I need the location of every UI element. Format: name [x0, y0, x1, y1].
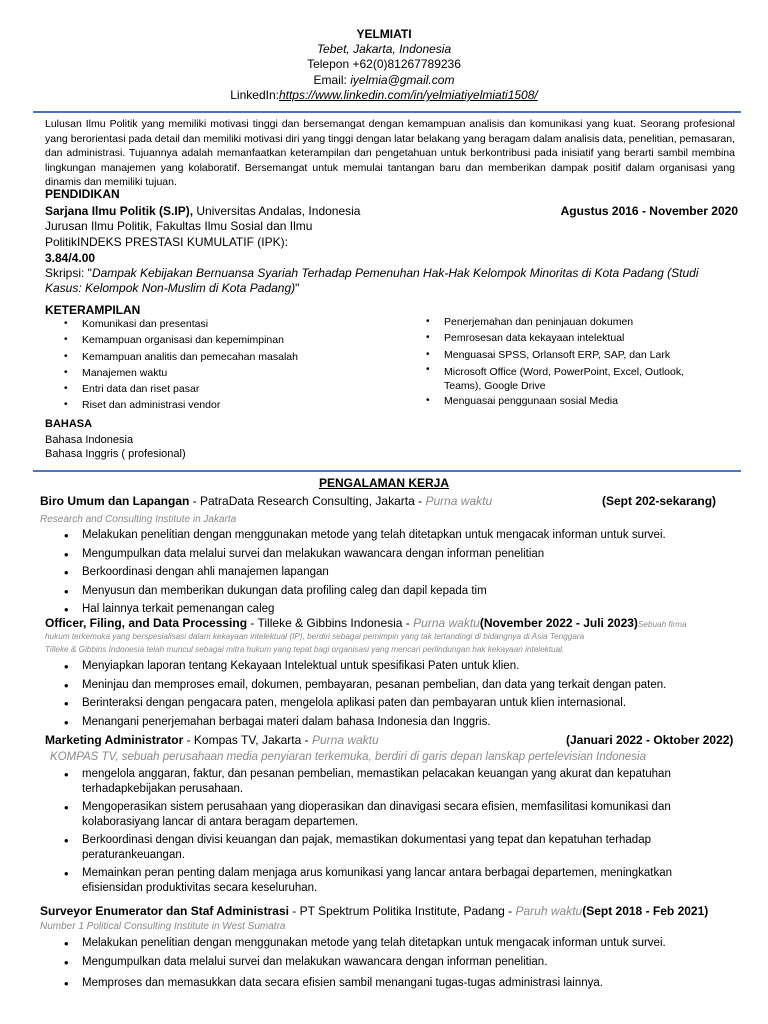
linkedin-link[interactable]: https://www.linkedin.com/in/yelmiatiyelmiati1508/ [278, 88, 538, 102]
gpa-value: 3.84/4.00 [45, 251, 96, 265]
thesis-title-2: Kasus: Kelompok Non-Muslim di Kota Padang) [45, 281, 296, 295]
languages-heading: BAHASA [45, 418, 93, 430]
list-item: • Melakukan penelitian dengan menggunakan metode yang telah ditetapkan untuk mengacak informan untuk survei. [56, 528, 736, 543]
list-item: • Menangani penerjemahan berbagai materi dalam bahasa Indonesia dan Inggris. [56, 715, 736, 730]
skills-heading: KETERAMPILAN [45, 303, 141, 317]
job-1-header [40, 494, 492, 508]
job-description: Number 1 Political Consulting Institute in West Sumatra [40, 921, 286, 932]
phone: Telepon +62(0)81267789236 [307, 57, 461, 71]
language-item: Bahasa Indonesia [45, 434, 134, 446]
job-dates: (Sept 2018 - Feb 2021) [582, 904, 709, 918]
thesis-line-2 [45, 281, 299, 295]
university: Universitas Andalas, Indonesia [193, 204, 361, 218]
list-item: • Menguasai penggunaan sosial Media [418, 393, 748, 409]
list-item: • Mengoperasikan sistem perusahaan yang dioperasikan dan dinavigasi secara efisien, memfasilitasi komunikasi dan kolaborasiyang lancar di antara beragam departemen. [56, 800, 676, 830]
email-label: Email: [313, 73, 347, 87]
list-item: • Berinteraksi dengan pengacara paten, mengelola aplikasi paten dan pembayaran untuk klien internasional. [56, 696, 736, 711]
list-item: • Entri data dan riset pasar [56, 381, 298, 397]
job-2-header [45, 616, 687, 630]
job-1-bullets [56, 528, 736, 617]
list-item: • Hal lainnya terkait pemenangan caleg [56, 602, 736, 617]
skill-office-1: Microsoft Office (Word, PowerPoint, Excel, Outlook, [444, 365, 685, 378]
job-company: - PatraData Research Consulting, Jakarta - [189, 494, 426, 508]
job-description: Research and Consulting Institute in Jakarta [40, 514, 237, 525]
job-type: Paruh waktu [515, 904, 583, 918]
education-degree-line [45, 204, 360, 218]
list-item: • Melakukan penelitian dengan menggunakan metode yang telah ditetapkan untuk mengacak informan untuk survei. [56, 936, 736, 951]
education-dates: Agustus 2016 - November 2020 [560, 204, 738, 218]
gpa-label: PolitikINDEKS PRESTASI KUMULATIF (IPK): [45, 235, 288, 249]
list-item: • Menyusun dan memberikan dukungan data profiling caleg dan dapil kepada tim [56, 584, 736, 599]
job-type: Purna waktu [425, 494, 493, 508]
summary-paragraph: Lulusan Ilmu Politik yang memiliki motivasi tinggi dan bersemangat dengan kemampuan analisis dan komunikasi yang kuat. Seorang profesional yang berorientasi pada detail dan memiliki motivasi diri yang tinggi dengan latar belakang yang beragam dalam analisis data, penelitian, pemasaran, dan administrasi. Tujuannya adalah memanfaatkan keterampilan dan pengetahuan untuk berkontribusi pada inisiatif yang berarti sambil membina lingkungan manajemen yang kolaboratif. Bersemangat untuk memulai tantangan baru dan memberikan dampak positif dalam organisasi yang dinamis dan memiliki tujuan. [45, 118, 735, 189]
job-dates: (Sept 202-sekarang) [602, 494, 717, 508]
job-dates: (Januari 2022 - Oktober 2022) [566, 733, 734, 747]
list-item: • Manajemen waktu [56, 365, 298, 381]
linkedin-line [0, 88, 768, 102]
location: Tebet, Jakarta, Indonesia [316, 42, 452, 56]
job-description-line-2: hukum terkemuka yang berspesialisasi dalam kekayaan intelektual (IP), berdiri sebagai pemimpin yang tak tertandingi di bidangnya di Asia Tenggara [45, 632, 585, 641]
job-title: Officer, Filing, and Data Processing [45, 616, 248, 630]
list-item [418, 363, 748, 393]
list-item: • Meninjau dan memproses email, dokumen, pembayaran, pesanan pembelian, dan data yang terkait dengan paten. [56, 678, 736, 693]
list-item: • Kemampuan analitis dan pemecahan masalah [56, 349, 298, 365]
list-item: • Memainkan peran penting dalam menjaga arus komunikasi yang lancar antara berbagai departemen, meningkatkan efisiensidan produktivitas secara keseluruhan. [56, 866, 676, 896]
list-item: • Komunikasi dan presentasi [56, 316, 298, 332]
list-item: • Pemrosesan data kekayaan intelektual [418, 330, 748, 346]
degree: Sarjana Ilmu Politik (S.IP), [45, 204, 194, 218]
thesis-close: " [295, 281, 300, 295]
job-type: Purna waktu [311, 733, 379, 747]
list-item: • Menguasai SPSS, Orlansoft ERP, SAP, dan Lark [418, 347, 748, 363]
list-item: • mengelola anggaran, faktur, dan pesanan pembelian, memastikan pelacakan keuangan yang akurat dan kepatuhan terhadapkebijakan perusahaan. [56, 767, 676, 797]
list-item: • Kemampuan organisasi dan kepemimpinan [56, 332, 298, 348]
job-description-line-3: Tilleke & Gibbins Indonesia telah muncul sebagai mitra hukum yang tepat bagi organisasi yang mencari perlindungan hak kekayaan intelektual. [45, 645, 565, 654]
job-company: - Tilleke & Gibbins Indonesia - [247, 616, 414, 630]
thesis-label: Skripsi: " [45, 266, 92, 280]
thesis-line-1 [45, 266, 699, 280]
skills-list-right [418, 314, 748, 409]
candidate-name: YELMIATI [356, 27, 412, 41]
job-3-bullets [56, 767, 676, 896]
language-item: Bahasa Inggris ( profesional) [45, 448, 186, 460]
thesis-title-1: Dampak Kebijakan Bernuansa Syariah Terhadap Pemenuhan Hak-Hak Kelompok Minoritas di Kota Padang (Studi [91, 266, 699, 280]
job-title: Biro Umum dan Lapangan [40, 494, 190, 508]
job-4-bullets [56, 936, 736, 991]
job-description: KOMPAS TV, sebuah perusahaan media penyiaran terkemuka, berdiri di garis depan lanskap pertelevisian Indonesia [50, 751, 647, 763]
job-dates: (November 2022 - Juli 2023) [479, 616, 638, 630]
job-2-bullets [56, 659, 736, 730]
skills-list-left [56, 316, 298, 414]
job-4-header [40, 904, 708, 918]
list-item: • Mengumpulkan data melalui survei dan melakukan wawancara dengan informan penelitian. [56, 955, 736, 970]
job-company: - Kompas TV, Jakarta - [183, 733, 312, 747]
job-company: - PT Spektrum Politika Institute, Padang - [288, 904, 516, 918]
job-title: Marketing Administrator [45, 733, 184, 747]
job-description-inline: Sebuah firma [637, 620, 687, 629]
list-item: • Riset dan administrasi vendor [56, 397, 298, 413]
education-heading: PENDIDIKAN [45, 187, 120, 201]
section-divider [33, 470, 741, 472]
email-line [0, 73, 768, 87]
job-3-header [45, 733, 379, 747]
job-title: Surveyor Enumerator dan Staf Administrasi [40, 904, 289, 918]
list-item: • Berkoordinasi dengan divisi keuangan dan pajak, memastikan dokumentasi yang tepat dan kepatuhan terhadap peraturankeuangan. [56, 833, 676, 863]
education-major: Jurusan Ilmu Politik, Fakultas Ilmu Sosial dan Ilmu [45, 219, 313, 233]
list-item: • Penerjemahan dan peninjauan dokumen [418, 314, 748, 330]
list-item: • Berkoordinasi dengan ahli manajemen lapangan [56, 565, 736, 580]
experience-heading: PENGALAMAN KERJA [318, 476, 449, 490]
header-divider [33, 111, 741, 113]
list-item: • Mengumpulkan data melalui survei dan melakukan wawancara dengan informan penelitian [56, 547, 736, 562]
skill-office-2: Teams), Google Drive [444, 379, 546, 392]
linkedin-label: LinkedIn: [230, 88, 279, 102]
email-address[interactable]: iyelmia@gmail.com [350, 73, 455, 87]
job-type: Purna waktu [413, 616, 480, 630]
list-item: • Memproses dan memasukkan data secara efisien sambil menangani tugas-tugas administrasi lainnya. [56, 976, 736, 991]
list-item: • Menyiapkan laporan tentang Kekayaan Intelektual untuk spesifikasi Paten untuk klien. [56, 659, 736, 674]
